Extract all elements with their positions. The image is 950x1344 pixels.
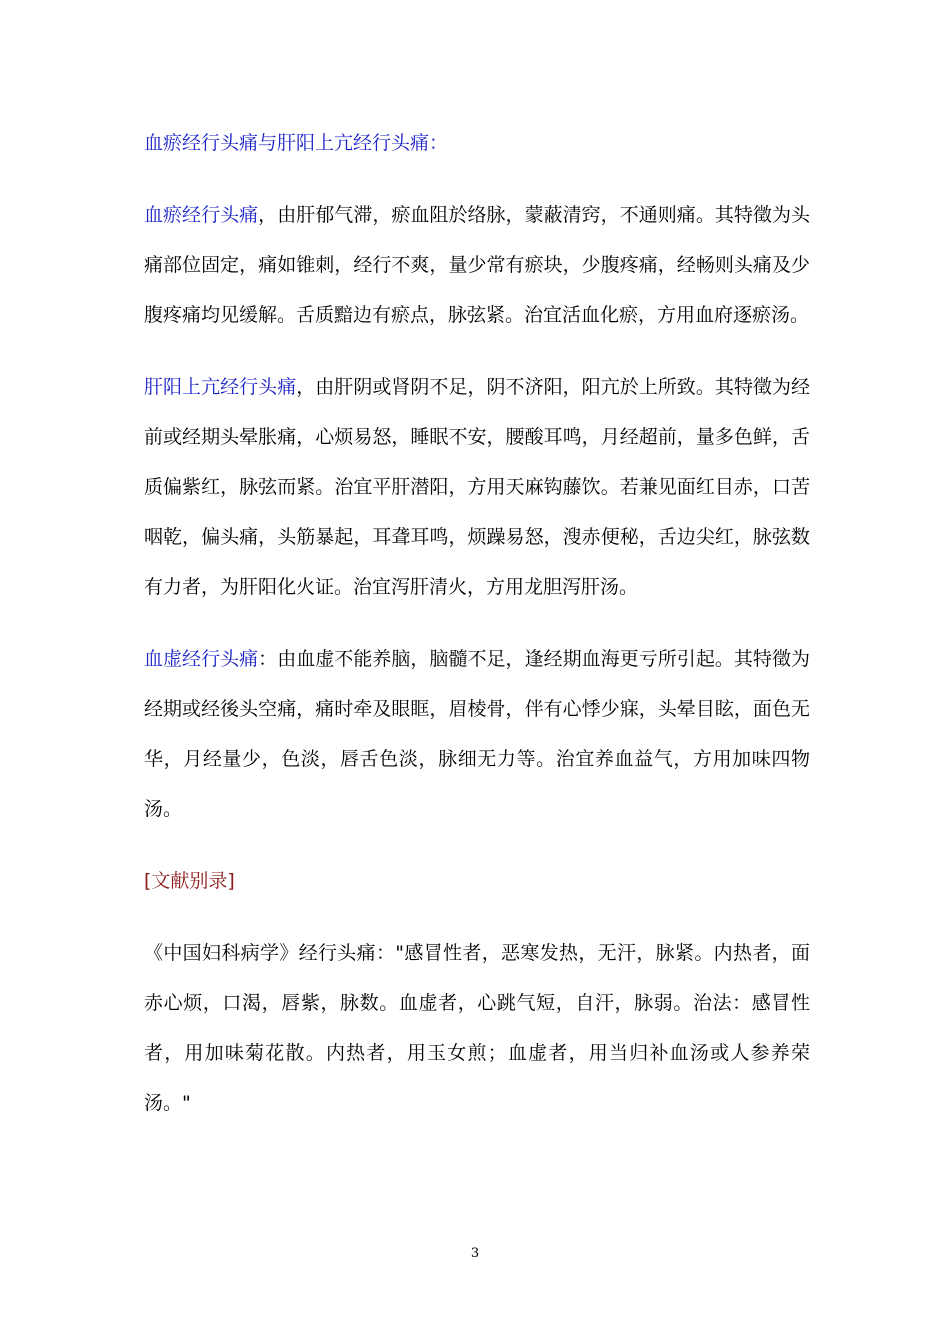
term-liver-yang: 肝阳上亢经行头痛 <box>144 376 297 398</box>
paragraph-blood-deficiency <box>144 634 810 834</box>
paragraph-text: ，由肝阴或肾阴不足，阴不济阳，阳亢於上所致。其特徵为经前或经期头晕胀痛，心烦易怒，睡眠不安，腰酸耳鸣，月经超前，量多色鲜，舌质偏紫红，脉弦而紧。治宜平肝潜阳，方用天麻钩藤饮。若兼见面红目赤，口苦咽乾，偏头痛，头筋暴起，耳聋耳鸣，烦躁易怒，溲赤便秘，舌边尖红，脉弦数有力者，为肝阳化火证。治宜泻肝清火，方用龙胆泻肝汤。 <box>144 376 810 598</box>
paragraph-text: ：由血虚不能养脑，脑髓不足，逢经期血海更亏所引起。其特徵为经期或经後头空痛，痛时牵及眼眶，眉棱骨，伴有心悸少寐，头晕目眩，面色无华，月经量少，色淡，唇舌色淡，脉细无力等。治宜养血益气，方用加味四物汤。 <box>144 648 810 820</box>
literature-section-label: [文献别录] <box>144 870 235 892</box>
citation-paragraph: 《中国妇科病学》经行头痛："感冒性者，恶寒发热，无汗，脉紧。内热者，面赤心烦，口渴，唇紫，脉数。血虚者，心跳气短，自汗，脉弱。治法：感冒性者，用加味菊花散。内热者，用玉女煎；血虚者，用当归补血汤或人参养荣汤。" <box>144 942 810 1114</box>
document-body <box>144 118 810 1150</box>
paragraph-blood-stasis <box>144 190 810 340</box>
page-number: 3 <box>470 1246 480 1261</box>
paragraph-liver-yang <box>144 362 810 612</box>
term-blood-deficiency: 血虚经行头痛 <box>144 648 259 670</box>
paragraph-text: ，由肝郁气滞，瘀血阻於络脉，蒙蔽清窍，不通则痛。其特徵为头痛部位固定，痛如锥刺，经行不爽，量少常有瘀块，少腹疼痛，经畅则头痛及少腹疼痛均见缓解。舌质黯边有瘀点，脉弦紧。治宜活血化瘀，方用血府逐瘀汤。 <box>144 204 810 326</box>
term-blood-stasis: 血瘀经行头痛 <box>144 204 259 226</box>
section-heading: 血瘀经行头痛与肝阳上亢经行头痛： <box>144 132 449 154</box>
